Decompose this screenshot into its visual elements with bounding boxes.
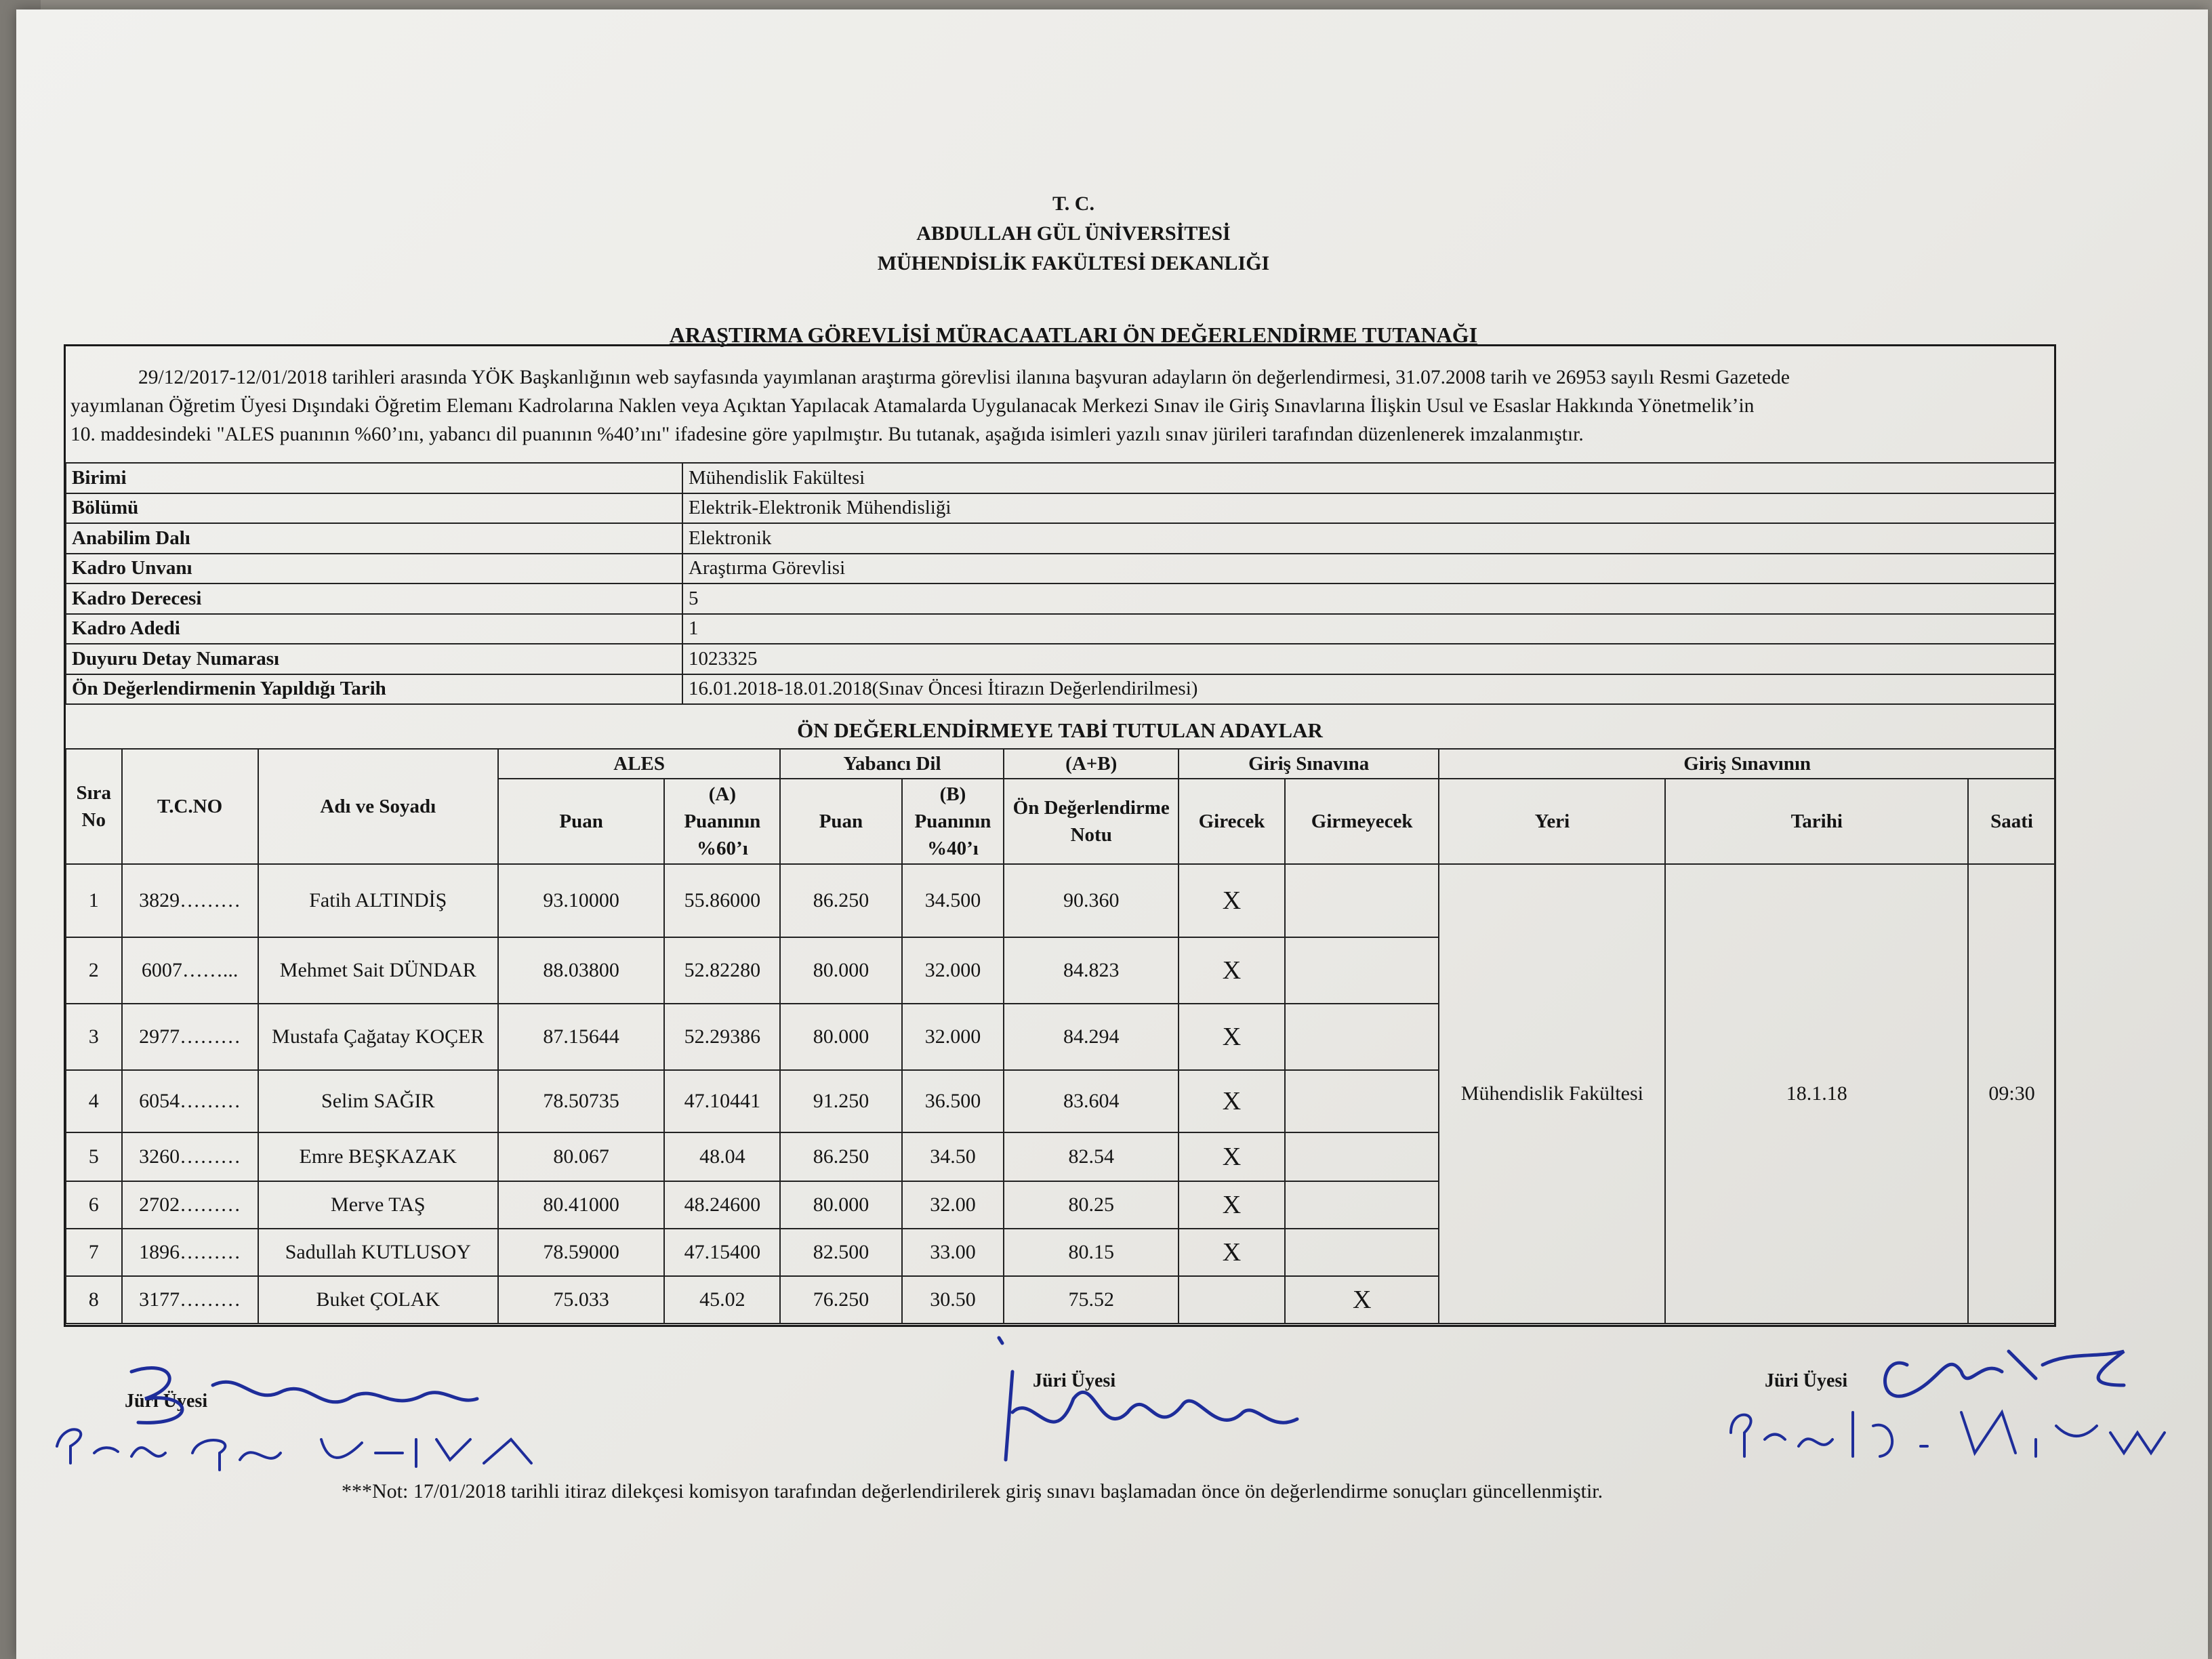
- info-label: Birimi: [66, 463, 682, 493]
- col-giris-sinavinin: Giriş Sınavının: [1439, 749, 2055, 779]
- cell-dil: 80.000: [780, 1181, 901, 1229]
- cell-name: Selim SAĞIR: [258, 1070, 498, 1132]
- cell-ales: 80.067: [498, 1132, 665, 1181]
- cell-girecek: X: [1179, 864, 1285, 937]
- cell-dil: 80.000: [780, 937, 901, 1004]
- col-tarihi: Tarihi: [1665, 779, 1968, 864]
- cell-name: Mehmet Sait DÜNDAR: [258, 937, 498, 1004]
- cell-a: 52.29386: [664, 1004, 780, 1070]
- info-row: [66, 614, 2055, 644]
- col-yabanci: Yabancı Dil: [780, 749, 1004, 779]
- cell-no: 2: [66, 937, 122, 1004]
- cell-dil: 76.250: [780, 1276, 901, 1324]
- cell-tc: 3829………: [122, 864, 258, 937]
- cell-girecek: [1179, 1276, 1285, 1324]
- info-row: [66, 493, 2055, 524]
- cell-b: 36.500: [902, 1070, 1004, 1132]
- info-value: 1: [682, 614, 2055, 644]
- info-row: [66, 523, 2055, 554]
- jury-3-signature: [1717, 1338, 2192, 1467]
- col-sira: Sıra No: [66, 749, 122, 864]
- info-value: Mühendislik Fakültesi: [682, 463, 2055, 493]
- cell-girmeyecek: [1285, 937, 1439, 1004]
- cell-name: Emre BEŞKAZAK: [258, 1132, 498, 1181]
- header-faculty: MÜHENDİSLİK FAKÜLTESİ DEKANLIĞI: [877, 252, 1270, 274]
- info-row: [66, 644, 2055, 674]
- info-label: Ön Değerlendirmenin Yapıldığı Tarih: [66, 674, 682, 705]
- cell-a: 55.86000: [664, 864, 780, 937]
- cell-name: Fatih ALTINDİŞ: [258, 864, 498, 937]
- cell-a: 47.15400: [664, 1229, 780, 1276]
- cell-total: 75.52: [1004, 1276, 1179, 1324]
- cell-ales: 75.033: [498, 1276, 665, 1324]
- jury-1-signature: [37, 1345, 552, 1480]
- cell-no: 7: [66, 1229, 122, 1276]
- cell-total: 90.360: [1004, 864, 1179, 937]
- header-row-1: [66, 749, 2055, 779]
- intro-line-1: [70, 363, 2049, 392]
- header-line-1: T. C.: [1052, 192, 1094, 215]
- cell-girmeyecek: [1285, 1229, 1439, 1276]
- exam-date: 18.1.18: [1665, 864, 1968, 1324]
- col-b: (B) Puanının %40’ı: [902, 779, 1004, 864]
- cell-ales: 93.10000: [498, 864, 665, 937]
- info-label: Duyuru Detay Numarası: [66, 644, 682, 674]
- document-page: [16, 9, 2208, 1659]
- info-value: Elektronik: [682, 523, 2055, 554]
- cell-name: Merve TAŞ: [258, 1181, 498, 1229]
- cell-a: 48.24600: [664, 1181, 780, 1229]
- cell-girmeyecek: [1285, 1132, 1439, 1181]
- cell-total: 82.54: [1004, 1132, 1179, 1181]
- cell-girecek: X: [1179, 1229, 1285, 1276]
- intro-text-1: 29/12/2017-12/01/2018 tarihleri arasında YÖK Başkanlığının web sayfasında yayımlanan araştırma görevlisi ilanına başvuran adayların ön değerlendirmesi, 31.07.2008 tarih ve 26953 sayılı Resmi Gazetede: [138, 367, 1790, 388]
- cell-a: 45.02: [664, 1276, 780, 1324]
- cell-total: 84.294: [1004, 1004, 1179, 1070]
- cell-girecek: X: [1179, 937, 1285, 1004]
- cell-girmeyecek: X: [1285, 1276, 1439, 1324]
- info-value: 16.01.2018-18.01.2018(Sınav Öncesi İtirazın Değerlendirilmesi): [682, 674, 2055, 705]
- info-value: 5: [682, 583, 2055, 614]
- info-row: [66, 674, 2055, 705]
- cell-b: 34.500: [902, 864, 1004, 937]
- cell-b: 32.000: [902, 937, 1004, 1004]
- cell-girmeyecek: [1285, 1004, 1439, 1070]
- cell-tc: 1896………: [122, 1229, 258, 1276]
- info-label: Kadro Adedi: [66, 614, 682, 644]
- exam-time: 09:30: [1968, 864, 2055, 1324]
- cell-ales: 80.41000: [498, 1181, 665, 1229]
- cell-b: 32.00: [902, 1181, 1004, 1229]
- intro-text-3: 10. maddesindeki "ALES puanının %60’ını, yabancı dil puanının %40’ını" ifadesine göre yapılmıştır. Bu tutanak, aşağıda isimleri yazılı sınav jürileri tarafından düzenlenerek imzalanmıştır.: [70, 424, 1584, 445]
- col-ales-puan: Puan: [498, 779, 665, 864]
- intro-paragraph: [70, 363, 2049, 449]
- header-university: ABDULLAH GÜL ÜNİVERSİTESİ: [916, 222, 1231, 245]
- cell-girecek: X: [1179, 1070, 1285, 1132]
- col-girmeyecek: Girmeyecek: [1285, 779, 1439, 864]
- cell-tc: 3177………: [122, 1276, 258, 1324]
- cell-a: 48.04: [664, 1132, 780, 1181]
- col-girecek: Girecek: [1179, 779, 1285, 864]
- info-row: [66, 463, 2055, 493]
- col-ales: ALES: [498, 749, 781, 779]
- cell-girmeyecek: [1285, 1070, 1439, 1132]
- cell-girecek: X: [1179, 1132, 1285, 1181]
- info-table: [65, 462, 2056, 705]
- info-label: Bölümü: [66, 493, 682, 524]
- cell-tc: 6007……...: [122, 937, 258, 1004]
- exam-place: Mühendislik Fakültesi: [1439, 864, 1665, 1324]
- jury-label-3: Jüri Üyesi: [1765, 1370, 1848, 1391]
- cell-tc: 6054………: [122, 1070, 258, 1132]
- cell-b: 33.00: [902, 1229, 1004, 1276]
- info-label: Kadro Derecesi: [66, 583, 682, 614]
- cell-girecek: X: [1179, 1004, 1285, 1070]
- candidates-table: [65, 748, 2056, 1324]
- jury-label-1: Jüri Üyesi: [125, 1391, 208, 1412]
- cell-girmeyecek: [1285, 1181, 1439, 1229]
- cell-dil: 91.250: [780, 1070, 901, 1132]
- cell-dil: 82.500: [780, 1229, 901, 1276]
- cell-name: Buket ÇOLAK: [258, 1276, 498, 1324]
- cell-name: Sadullah KUTLUSOY: [258, 1229, 498, 1276]
- cell-total: 80.25: [1004, 1181, 1179, 1229]
- cell-ales: 87.15644: [498, 1004, 665, 1070]
- cell-no: 1: [66, 864, 122, 937]
- cell-total: 80.15: [1004, 1229, 1179, 1276]
- col-giris-sinavina: Giriş Sınavına: [1179, 749, 1439, 779]
- intro-text-2: yayımlanan Öğretim Üyesi Dışındaki Öğretim Elemanı Kadrolarına Naklen veya Açıktan Yapılacak Atamalarda Uygulanacak Merkezi Sınav ile Giriş Sınavlarına İlişkin Usul ve Esaslar Hakkında Yönetmelik’in: [70, 395, 1755, 417]
- col-yeri: Yeri: [1439, 779, 1665, 864]
- col-saati: Saati: [1968, 779, 2055, 864]
- cell-a: 52.82280: [664, 937, 780, 1004]
- cell-b: 34.50: [902, 1132, 1004, 1181]
- info-value: Elektrik-Elektronik Mühendisliği: [682, 493, 2055, 524]
- table-row: [66, 864, 2055, 937]
- footnote: ***Not: 17/01/2018 tarihli itiraz dilekçesi komisyon tarafından değerlendirilerek giriş sınavı başlamadan önce ön değerlendirme sonuçları güncellenmiştir.: [342, 1480, 1603, 1502]
- info-row: [66, 554, 2055, 584]
- info-row: [66, 583, 2055, 614]
- info-label: Anabilim Dalı: [66, 523, 682, 554]
- cell-ales: 78.50735: [498, 1070, 665, 1132]
- col-ab-sub: Ön Değerlendirme Notu: [1004, 779, 1179, 864]
- col-ab: (A+B): [1004, 749, 1179, 779]
- col-a: (A) Puanının %60’ı: [664, 779, 780, 864]
- info-label: Kadro Unvanı: [66, 554, 682, 584]
- jury-2-signature: [972, 1331, 1324, 1467]
- cell-no: 5: [66, 1132, 122, 1181]
- cell-name: Mustafa Çağatay KOÇER: [258, 1004, 498, 1070]
- cell-total: 84.823: [1004, 937, 1179, 1004]
- cell-b: 32.000: [902, 1004, 1004, 1070]
- cell-dil: 86.250: [780, 1132, 901, 1181]
- cell-tc: 2702………: [122, 1181, 258, 1229]
- cell-b: 30.50: [902, 1276, 1004, 1324]
- cell-total: 83.604: [1004, 1070, 1179, 1132]
- info-value: Araştırma Görevlisi: [682, 554, 2055, 584]
- cell-ales: 78.59000: [498, 1229, 665, 1276]
- cell-no: 6: [66, 1181, 122, 1229]
- col-dil-puan: Puan: [780, 779, 901, 864]
- cell-girecek: X: [1179, 1181, 1285, 1229]
- cell-no: 8: [66, 1276, 122, 1324]
- cell-dil: 80.000: [780, 1004, 901, 1070]
- cell-tc: 3260………: [122, 1132, 258, 1181]
- jury-label-2: Jüri Üyesi: [1033, 1370, 1116, 1391]
- cell-no: 3: [66, 1004, 122, 1070]
- cell-ales: 88.03800: [498, 937, 665, 1004]
- document-title: ARAŞTIRMA GÖREVLİSİ MÜRACAATLARI ÖN DEĞERLENDİRME TUTANAĞI: [669, 323, 1478, 347]
- cell-dil: 86.250: [780, 864, 901, 937]
- cell-no: 4: [66, 1070, 122, 1132]
- col-name: Adı ve Soyadı: [258, 749, 498, 864]
- section-title: ÖN DEĞERLENDİRMEYE TABİ TUTULAN ADAYLAR: [797, 718, 1323, 742]
- cell-girmeyecek: [1285, 864, 1439, 937]
- cell-a: 47.10441: [664, 1070, 780, 1132]
- cell-tc: 2977………: [122, 1004, 258, 1070]
- info-value: 1023325: [682, 644, 2055, 674]
- col-tc: T.C.NO: [122, 749, 258, 864]
